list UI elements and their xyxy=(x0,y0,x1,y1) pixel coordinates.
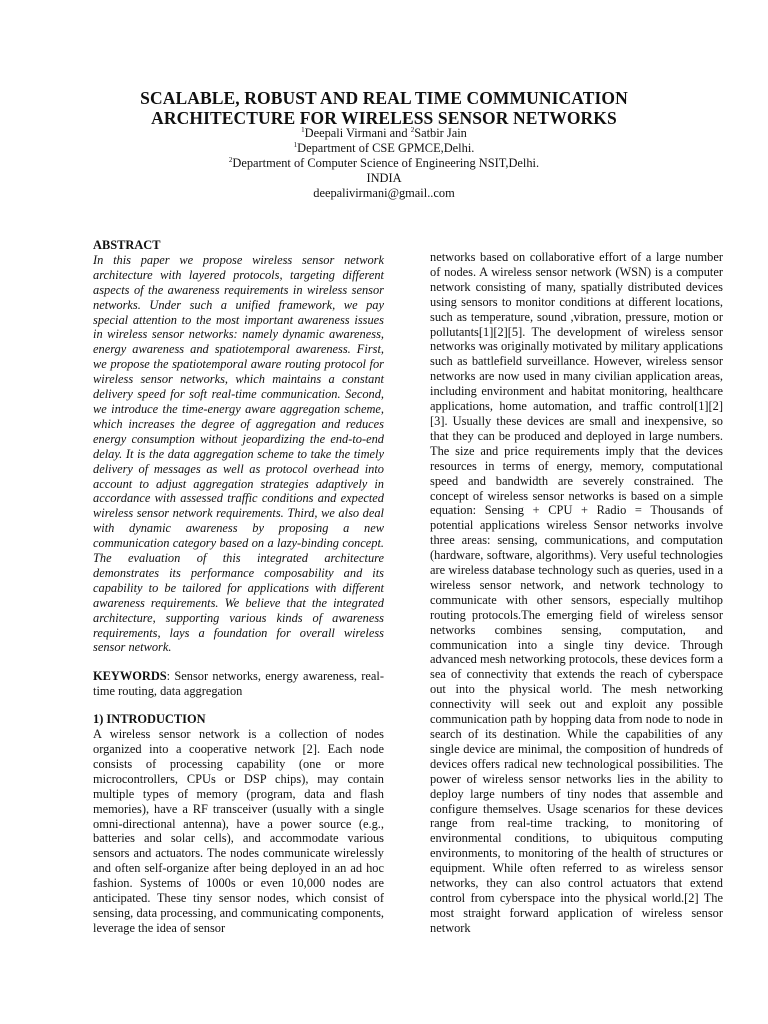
introduction-heading: 1) INTRODUCTION xyxy=(93,712,206,727)
author-line xyxy=(0,126,768,141)
spacer xyxy=(93,655,384,669)
left-column xyxy=(93,238,384,936)
keywords-label: KEYWORDS xyxy=(93,669,167,684)
right-column xyxy=(430,250,723,936)
author-email[interactable]: deepalivirmani@gmail..com xyxy=(313,186,455,200)
abstract-heading: ABSTRACT xyxy=(93,238,161,252)
author-2-name: Satbir Jain xyxy=(414,126,467,140)
introduction-right-text: networks based on collaborative effort of a large number of nodes. A wireless sensor network (WSN) is a computer network consisting of many, spatially distributed devices using sensors to monitor conditions at different locations, such as temperature, sound ,vibration, pressure, motion or pollutants[1][2][5]. The development of wireless sensor networks was originally motivated by military applications such as battlefield surveillance. However, wireless sensor networks are now used in many civilian application areas, including environment and habitat monitoring, healthcare applications, home automation, and traffic control[1][2][3]. Usually these devices are small and inexpensive, so that they can be produced and deployed in large numbers. The size and price requirements imply that the devices resources in terms of energy, memory, computational speed and bandwidth are severely constrained. The concept of wireless sensor networks is based on a simple equation: Sensing + CPU + Radio = Thousands of potential applications wireless Sensor networks involve three areas: sensing, communications, and computation (hardware, software, algorithms). Very useful technologies are wireless database technology such as queries, used in a wireless sensor network, and network technology to communicate with other sensors, especially multihop routing protocols.The emerging field of wireless sensor networks combines sensing, computation, and communication into a single tiny device. Through advanced mesh networking protocols, these devices form a sea of connectivity that extends the reach of cyberspace out into the physical world. The mesh networking connectivity will seek out and exploit any possible communication path by hopping data from node to node in search of its destination. While the capabilities of any single device are minimal, the composition of hundreds of devices offers radical new technological possibilities. The power of wireless sensor networks lies in the ability to deploy large numbers of tiny nodes that assemble and configure themselves. Usage scenarios for these devices range from real-time tracking, to monitoring of environmental conditions, to ubiquitous computing environments, to monitoring of the health of structures or equipment. While often referred to as wireless sensor networks, they can also control actuators that extend control from cyberspace into the physical world.[2] The most straight forward application of wireless sensor network xyxy=(430,250,723,935)
affiliation-1-superscript: 1 xyxy=(293,141,298,149)
abstract-body: In this paper we propose wireless sensor network architecture with layered protocols, targeting different aspects of the awareness requirements in wireless sensor networks. Under such a unified framework, we pay special attention to the most important awareness issues in wireless sensor networks: namely dynamic awareness, energy awareness and spatiotemporal awareness. First, we propose the spatiotemporal aware routing protocol for wireless sensor networks, which maintains a constant delivery speed for soft real-time communication. Second, we introduce the time-energy aware aggregation scheme, which increases the degree of aggregation and reduces energy consumption without jeopardizing the end-to-end delay. It is the data aggregation scheme to take the timely delivery of messages as well as protocol overhead into account to adjust aggregation strategies adaptively in accordance with assessed traffic conditions and expected wireless sensor network requirements. Third, we also deal with dynamic awareness by proposing a new communication category based on a lazy-binding concept. The evaluation of this integrated architecture demonstrates its performance composability and its capability to be tailored for applications with different awareness requirements. We believe that the integrated architecture, supporting various kinds of awareness requirements, lays a foundation for overall wireless sensor network. xyxy=(93,252,384,655)
author-2-superscript: 2 xyxy=(410,126,415,134)
affiliation-2-text: Department of Computer Science of Engineering NSIT,Delhi. xyxy=(232,156,540,170)
country: INDIA xyxy=(366,171,402,185)
affiliation-1-text: Department of CSE GPMCE,Delhi. xyxy=(297,141,475,155)
keywords-text: : Sensor networks, energy awareness, real-time routing, data aggregation xyxy=(93,669,384,699)
introduction-left-text: A wireless sensor network is a collection of nodes organized into a cooperative network [2]. Each node consists of processing capability (one or more microcontrollers, CPUs or DSP chips), may contain multiple types of memory (program, data and flash memories), have a RF transceiver (usually with a single omni-directional antenna), have a power source (e.g., batteries and solar cells), and accommodate various sensors and actuators. The nodes communicate wirelessly and often self-organize after being deployed in an ad hoc fashion. Systems of 1000s or even 10,000 nodes are anticipated. These tiny sensor nodes, which consist of sensing, data processing, and communicating components, leverage the idea of sensor xyxy=(93,727,384,935)
keywords xyxy=(93,669,384,699)
affiliation-1 xyxy=(0,141,768,156)
spacer xyxy=(93,699,384,712)
author-1-name: Deepali Virmani and xyxy=(304,126,411,140)
author-1-superscript: 1 xyxy=(301,126,305,134)
paper-title-line-1: SCALABLE, ROBUST AND REAL TIME COMMUNICATION xyxy=(140,88,628,108)
affiliation-2-superscript: 2 xyxy=(228,156,233,164)
affiliation-2 xyxy=(0,156,768,171)
paper-title-line-2: ARCHITECTURE FOR WIRELESS SENSOR NETWORKS xyxy=(151,108,617,128)
